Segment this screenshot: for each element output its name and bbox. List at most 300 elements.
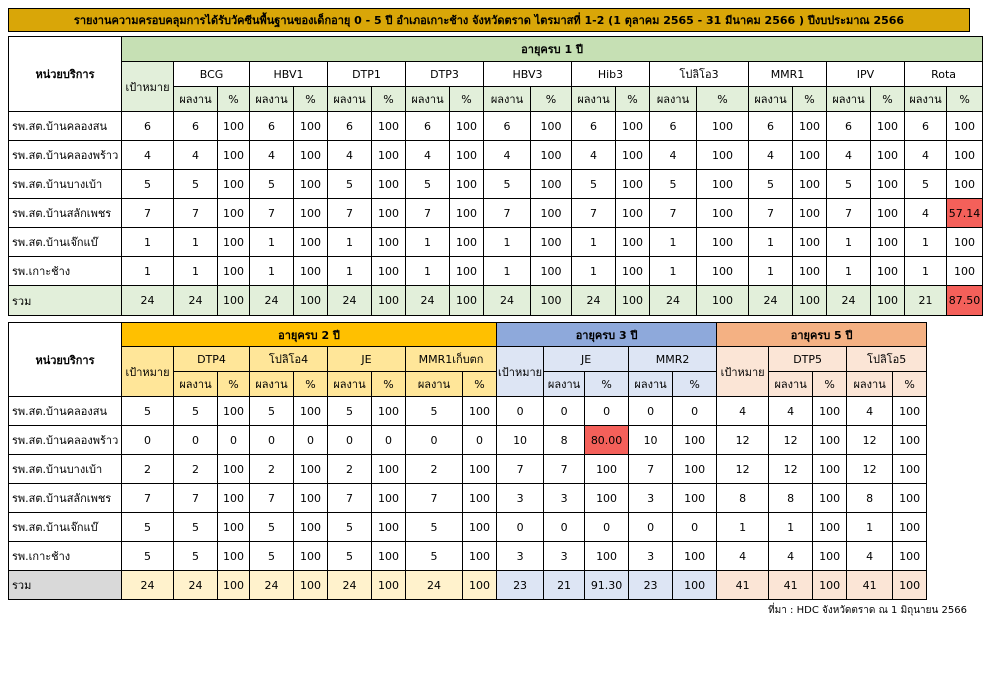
table-cell: 100 <box>372 542 406 571</box>
table-cell: 100 <box>697 112 749 141</box>
table-cell: 100 <box>372 112 406 141</box>
table-cell: 100 <box>616 112 650 141</box>
table-cell: 6 <box>406 112 450 141</box>
result-header: ผลงาน <box>847 372 893 397</box>
table-cell: 100 <box>673 455 717 484</box>
percent-header: % <box>450 87 484 112</box>
table-cell: 2 <box>122 455 174 484</box>
total-cell: 100 <box>218 571 250 600</box>
table-cell: 2 <box>406 455 463 484</box>
table-cell: 10 <box>497 426 544 455</box>
table-cell: 100 <box>372 170 406 199</box>
table-cell: 100 <box>450 257 484 286</box>
table-cell: 100 <box>294 397 328 426</box>
table-cell: 2 <box>328 455 372 484</box>
table-cell: 12 <box>769 426 813 455</box>
percent-header: % <box>218 87 250 112</box>
target-header: เป้าหมาย <box>497 347 544 397</box>
table-cell: 100 <box>697 257 749 286</box>
vaccine-header: MMR1เก็บตก <box>406 347 497 372</box>
result-header: ผลงาน <box>174 372 218 397</box>
table-cell: 4 <box>484 141 531 170</box>
table-cell: 100 <box>372 484 406 513</box>
unit-name: รพ.สต.บ้านคลองสน <box>9 397 122 426</box>
table-cell: 4 <box>847 397 893 426</box>
table-cell: 100 <box>616 228 650 257</box>
table-cell: 5 <box>174 397 218 426</box>
table-cell: 80.00 <box>585 426 629 455</box>
table-cell: 1 <box>905 257 947 286</box>
total-cell: 91.30 <box>585 571 629 600</box>
unit-header: หน่วยบริการ <box>9 37 122 112</box>
percent-header: % <box>294 372 328 397</box>
table-cell: 5 <box>406 513 463 542</box>
vaccine-header: DTP3 <box>406 62 484 87</box>
table-cell: 2 <box>250 455 294 484</box>
table-cell: 100 <box>463 542 497 571</box>
table-cell: 100 <box>372 199 406 228</box>
table-cell: 0 <box>673 513 717 542</box>
table-cell: 100 <box>450 170 484 199</box>
table-cell: 0 <box>406 426 463 455</box>
result-header: ผลงาน <box>406 372 463 397</box>
table-cell: 5 <box>174 170 218 199</box>
percent-header: % <box>585 372 629 397</box>
table-cell: 8 <box>769 484 813 513</box>
total-cell: 24 <box>406 286 450 316</box>
total-cell: 21 <box>905 286 947 316</box>
vaccine-header: Hib3 <box>572 62 650 87</box>
table-cell: 7 <box>250 484 294 513</box>
table-cell: 4 <box>717 542 769 571</box>
unit-name: รพ.สต.บ้านสลักเพชร <box>9 484 122 513</box>
table-cell: 5 <box>406 397 463 426</box>
total-cell: 24 <box>250 571 294 600</box>
table-cell: 100 <box>893 455 927 484</box>
table-cell: 100 <box>697 170 749 199</box>
vaccine-header: โปลิโอ4 <box>250 347 328 372</box>
age5-header: อายุครบ 5 ปี <box>717 323 927 347</box>
table-cell: 12 <box>769 455 813 484</box>
table-cell: 100 <box>218 228 250 257</box>
total-cell: 100 <box>294 571 328 600</box>
total-cell: 100 <box>813 571 847 600</box>
unit-name: รพ.สต.บ้านบางเบ้า <box>9 455 122 484</box>
table-cell: 100 <box>218 397 250 426</box>
total-cell: 24 <box>174 571 218 600</box>
result-header: ผลงาน <box>629 372 673 397</box>
table-cell: 1 <box>484 228 531 257</box>
total-row <box>9 571 927 600</box>
table-cell: 100 <box>697 228 749 257</box>
vaccine-header: JE <box>544 347 629 372</box>
total-cell: 100 <box>450 286 484 316</box>
table-cell: 100 <box>616 257 650 286</box>
total-cell: 100 <box>531 286 572 316</box>
vaccine-header: โปลิโอ5 <box>847 347 927 372</box>
table-cell: 5 <box>250 397 294 426</box>
table-cell: 1 <box>250 257 294 286</box>
table-cell: 100 <box>616 141 650 170</box>
table-cell: 8 <box>544 426 585 455</box>
total-cell: 41 <box>847 571 893 600</box>
table-cell: 100 <box>372 397 406 426</box>
table-cell: 4 <box>769 397 813 426</box>
table-cell: 5 <box>572 170 616 199</box>
table-cell: 100 <box>372 513 406 542</box>
table-cell: 100 <box>294 513 328 542</box>
table-cell: 100 <box>947 170 983 199</box>
vaccine-header: HBV1 <box>250 62 328 87</box>
vaccine-header: BCG <box>174 62 250 87</box>
table-cell: 100 <box>793 257 827 286</box>
total-cell: 24 <box>328 286 372 316</box>
table-row <box>9 228 983 257</box>
table-cell: 5 <box>328 170 372 199</box>
table-cell: 100 <box>450 141 484 170</box>
percent-header: % <box>616 87 650 112</box>
result-header: ผลงาน <box>769 372 813 397</box>
table-cell: 1 <box>749 228 793 257</box>
table-cell: 1 <box>905 228 947 257</box>
table-cell: 1 <box>174 228 218 257</box>
table-row <box>9 199 983 228</box>
table-cell: 100 <box>463 484 497 513</box>
table-cell: 0 <box>497 397 544 426</box>
vaccine-header: DTP5 <box>769 347 847 372</box>
table-row <box>9 112 983 141</box>
percent-header: % <box>294 87 328 112</box>
table-cell: 100 <box>871 199 905 228</box>
table-cell: 12 <box>847 455 893 484</box>
table-row <box>9 513 927 542</box>
vaccine-header: DTP4 <box>174 347 250 372</box>
source-note: ที่มา : HDC จังหวัดตราด ณ 1 มิถุนายน 2566 <box>768 605 967 616</box>
table-cell: 100 <box>463 397 497 426</box>
table-cell: 1 <box>749 257 793 286</box>
table-cell: 10 <box>629 426 673 455</box>
table-cell: 100 <box>450 112 484 141</box>
table-cell: 4 <box>406 141 450 170</box>
table-cell: 100 <box>871 228 905 257</box>
total-cell: 100 <box>294 286 328 316</box>
target-header: เป้าหมาย <box>122 62 174 112</box>
table-cell: 5 <box>749 170 793 199</box>
table-cell: 7 <box>406 199 450 228</box>
vaccine-header: Rota <box>905 62 983 87</box>
total-cell: 100 <box>673 571 717 600</box>
total-cell: 24 <box>174 286 218 316</box>
table-cell: 7 <box>484 199 531 228</box>
table-cell: 4 <box>250 141 294 170</box>
table-cell: 100 <box>813 426 847 455</box>
table-cell: 100 <box>793 112 827 141</box>
table-cell: 3 <box>544 542 585 571</box>
unit-name: รพ.เกาะช้าง <box>9 542 122 571</box>
table-cell: 0 <box>629 513 673 542</box>
table-cell: 1 <box>406 257 450 286</box>
table-cell: 1 <box>650 257 697 286</box>
table-cell: 100 <box>813 455 847 484</box>
total-cell: 24 <box>827 286 871 316</box>
table-cell: 5 <box>905 170 947 199</box>
table-cell: 4 <box>650 141 697 170</box>
table-cell: 100 <box>793 228 827 257</box>
table-cell: 57.14 <box>947 199 983 228</box>
table-cell: 100 <box>218 455 250 484</box>
table-cell: 5 <box>406 170 450 199</box>
table-cell: 100 <box>463 513 497 542</box>
total-cell: 24 <box>749 286 793 316</box>
table-cell: 5 <box>122 397 174 426</box>
total-cell: 24 <box>406 571 463 600</box>
result-header: ผลงาน <box>827 87 871 112</box>
table-cell: 100 <box>793 170 827 199</box>
table-cell: 4 <box>174 141 218 170</box>
table-cell: 5 <box>406 542 463 571</box>
table-cell: 5 <box>122 513 174 542</box>
table-cell: 0 <box>328 426 372 455</box>
table-cell: 100 <box>871 141 905 170</box>
result-header: ผลงาน <box>572 87 616 112</box>
unit-name: รพ.สต.บ้านคลองพร้าว <box>9 426 122 455</box>
total-cell: 21 <box>544 571 585 600</box>
table-cell: 5 <box>650 170 697 199</box>
result-header: ผลงาน <box>749 87 793 112</box>
table-cell: 100 <box>531 170 572 199</box>
total-cell: 100 <box>372 571 406 600</box>
table-cell: 1 <box>572 228 616 257</box>
percent-header: % <box>697 87 749 112</box>
table-cell: 100 <box>893 397 927 426</box>
total-cell: 41 <box>717 571 769 600</box>
age1-header: อายุครบ 1 ปี <box>122 37 983 62</box>
table-cell: 100 <box>218 484 250 513</box>
total-cell: 41 <box>769 571 813 600</box>
table-cell: 100 <box>218 542 250 571</box>
age3-header: อายุครบ 3 ปี <box>497 323 717 347</box>
table-cell: 100 <box>463 455 497 484</box>
table-cell: 0 <box>544 513 585 542</box>
total-cell: 24 <box>328 571 372 600</box>
table-cell: 100 <box>294 112 328 141</box>
table-cell: 5 <box>250 170 294 199</box>
percent-header: % <box>372 372 406 397</box>
total-cell: 24 <box>250 286 294 316</box>
result-header: ผลงาน <box>406 87 450 112</box>
table-cell: 8 <box>847 484 893 513</box>
unit-name: รพ.สต.บ้านเจ๊กแบ๊ <box>9 513 122 542</box>
table-cell: 4 <box>717 397 769 426</box>
table-cell: 100 <box>673 426 717 455</box>
table-cell: 0 <box>250 426 294 455</box>
total-cell: 100 <box>463 571 497 600</box>
table-cell: 5 <box>174 513 218 542</box>
table-cell: 6 <box>328 112 372 141</box>
table-cell: 7 <box>749 199 793 228</box>
table-cell: 6 <box>572 112 616 141</box>
table-cell: 100 <box>947 257 983 286</box>
table-row <box>9 426 927 455</box>
table-cell: 7 <box>497 455 544 484</box>
table-cell: 100 <box>585 542 629 571</box>
table-cell: 100 <box>813 542 847 571</box>
table-cell: 1 <box>122 228 174 257</box>
table-cell: 100 <box>294 484 328 513</box>
table-cell: 7 <box>406 484 463 513</box>
table-cell: 100 <box>893 484 927 513</box>
table-cell: 3 <box>629 484 673 513</box>
table-cell: 100 <box>450 199 484 228</box>
unit-name: รพ.สต.บ้านคลองพร้าว <box>9 141 122 170</box>
table-cell: 100 <box>813 513 847 542</box>
table-cell: 100 <box>673 484 717 513</box>
table-cell: 100 <box>616 199 650 228</box>
table-cell: 0 <box>497 513 544 542</box>
table-cell: 4 <box>905 199 947 228</box>
table-cell: 0 <box>218 426 250 455</box>
table-row <box>9 170 983 199</box>
table-cell: 7 <box>544 455 585 484</box>
table-cell: 7 <box>572 199 616 228</box>
percent-header: % <box>871 87 905 112</box>
vaccine-header: DTP1 <box>328 62 406 87</box>
total-cell: 100 <box>793 286 827 316</box>
table-cell: 100 <box>218 170 250 199</box>
unit-header: หน่วยบริการ <box>9 323 122 397</box>
table-cell: 7 <box>174 484 218 513</box>
table-cell: 1 <box>328 228 372 257</box>
table-cell: 3 <box>497 542 544 571</box>
table-cell: 1 <box>174 257 218 286</box>
table-cell: 6 <box>250 112 294 141</box>
table-cell: 5 <box>328 542 372 571</box>
total-cell: 24 <box>122 286 174 316</box>
unit-name: รพ.สต.บ้านเจ๊กแบ๊ <box>9 228 122 257</box>
table-cell: 100 <box>893 513 927 542</box>
table-cell: 1 <box>847 513 893 542</box>
table-cell: 100 <box>673 542 717 571</box>
percent-header: % <box>372 87 406 112</box>
table-cell: 100 <box>218 141 250 170</box>
table-cell: 7 <box>122 484 174 513</box>
table-cell: 100 <box>531 228 572 257</box>
table-cell: 3 <box>629 542 673 571</box>
total-label: รวม <box>9 286 122 316</box>
table-cell: 6 <box>484 112 531 141</box>
table-cell: 1 <box>250 228 294 257</box>
table-cell: 100 <box>585 455 629 484</box>
age2-header: อายุครบ 2 ปี <box>122 323 497 347</box>
table-cell: 100 <box>372 228 406 257</box>
total-cell: 23 <box>497 571 544 600</box>
percent-header: % <box>463 372 497 397</box>
result-header: ผลงาน <box>905 87 947 112</box>
table-cell: 100 <box>218 112 250 141</box>
table-cell: 100 <box>531 199 572 228</box>
table-cell: 100 <box>218 257 250 286</box>
table-cell: 100 <box>871 112 905 141</box>
table-cell: 4 <box>769 542 813 571</box>
table-cell: 0 <box>372 426 406 455</box>
total-cell: 24 <box>572 286 616 316</box>
result-header: ผลงาน <box>328 87 372 112</box>
percent-header: % <box>793 87 827 112</box>
table-cell: 0 <box>585 513 629 542</box>
table-cell: 100 <box>218 513 250 542</box>
table-cell: 100 <box>947 141 983 170</box>
unit-name: รพ.เกาะช้าง <box>9 257 122 286</box>
table-cell: 100 <box>697 199 749 228</box>
vaccine-header: HBV3 <box>484 62 572 87</box>
table-cell: 4 <box>328 141 372 170</box>
total-cell: 100 <box>697 286 749 316</box>
percent-header: % <box>893 372 927 397</box>
table-cell: 5 <box>250 513 294 542</box>
table-cell: 5 <box>174 542 218 571</box>
table-cell: 100 <box>947 228 983 257</box>
vaccine-header: IPV <box>827 62 905 87</box>
table-row <box>9 257 983 286</box>
table-cell: 1 <box>717 513 769 542</box>
table-cell: 100 <box>616 170 650 199</box>
table-row <box>9 455 927 484</box>
table-cell: 5 <box>122 542 174 571</box>
table-cell: 1 <box>827 257 871 286</box>
vaccine-header: MMR1 <box>749 62 827 87</box>
target-header: เป้าหมาย <box>717 347 769 397</box>
table-cell: 100 <box>893 426 927 455</box>
table-cell: 2 <box>174 455 218 484</box>
table-cell: 1 <box>572 257 616 286</box>
table-cell: 6 <box>905 112 947 141</box>
percent-header: % <box>531 87 572 112</box>
table-cell: 100 <box>294 257 328 286</box>
total-cell: 100 <box>218 286 250 316</box>
table-cell: 1 <box>484 257 531 286</box>
result-header: ผลงาน <box>650 87 697 112</box>
table-cell: 12 <box>717 455 769 484</box>
table-cell: 6 <box>174 112 218 141</box>
total-cell: 100 <box>893 571 927 600</box>
table-cell: 1 <box>328 257 372 286</box>
table-cell: 5 <box>827 170 871 199</box>
total-cell: 24 <box>122 571 174 600</box>
table-cell: 6 <box>650 112 697 141</box>
result-header: ผลงาน <box>544 372 585 397</box>
table-cell: 100 <box>813 484 847 513</box>
table-cell: 0 <box>585 397 629 426</box>
table-cell: 1 <box>827 228 871 257</box>
table-cell: 100 <box>294 170 328 199</box>
percent-header: % <box>673 372 717 397</box>
table-row <box>9 397 927 426</box>
table-cell: 100 <box>947 112 983 141</box>
vaccine-header: โปลิโอ3 <box>650 62 749 87</box>
table-cell: 100 <box>871 257 905 286</box>
total-cell: 100 <box>616 286 650 316</box>
total-cell: 24 <box>484 286 531 316</box>
table-cell: 100 <box>372 455 406 484</box>
table-cell: 0 <box>629 397 673 426</box>
unit-name: รพ.สต.บ้านบางเบ้า <box>9 170 122 199</box>
unit-name: รพ.สต.บ้านคลองสน <box>9 112 122 141</box>
table-cell: 4 <box>122 141 174 170</box>
table-cell: 12 <box>717 426 769 455</box>
percent-header: % <box>947 87 983 112</box>
table-cell: 4 <box>847 542 893 571</box>
table-cell: 3 <box>497 484 544 513</box>
